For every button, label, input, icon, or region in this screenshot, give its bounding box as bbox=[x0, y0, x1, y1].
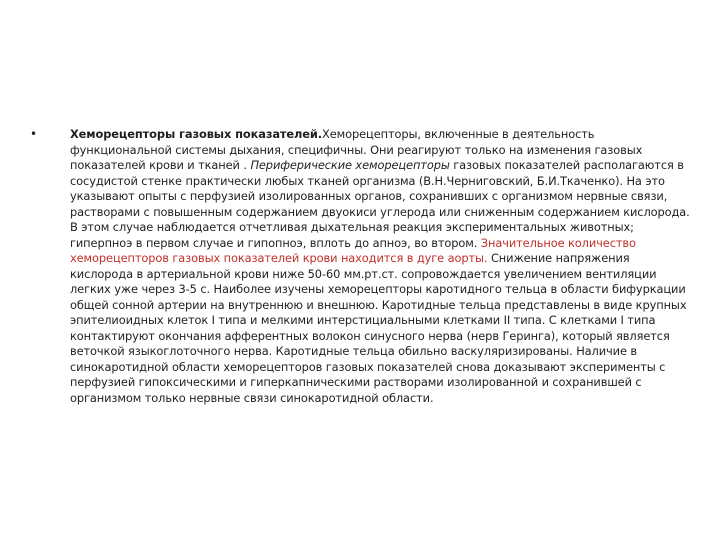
text-run: Хеморецепторы, включенные в деятельность функциональной системы дыхания, специфичны. Они реагируют только на изменения газовых показателей крови и тканей . bbox=[70, 127, 643, 172]
italic-run: Периферические хеморецепторы bbox=[250, 158, 450, 172]
bullet-item bbox=[30, 127, 690, 406]
text-run: газовых показателей располагаются в сосудистой стенке практически любых тканей организма (В.Н.Черниговский, Б.И.Ткаченко). На это указывают опыты с перфузией изолированных органов, сохранивших с организмом нервные связи, растворами с повышенным содержанием двуокиси углерода или сниженным содержанием кислорода. В этом случае наблюдается отчетливая дыхательная реакция экспериментальных животных; гиперпноэ в первом случае и гипопноэ, вплоть до апноэ, во втором. bbox=[70, 158, 690, 250]
text-run: Снижение напряжения кислорода в артериальной крови ниже 50-60 мм.рт.ст. сопровождается увеличением вентиляции легких уже через 3-5 с. Наиболее изучены хеморецепторы каротидного тельца в области бифуркации общей сонной артерии на внутреннюю и внешнюю. Каротидные тельца представлены в виде крупных эпителиоидных клеток I типа и мелкими интерстициальными клетками II типа. С клетками I типа контактируют окончания афферентных волокон синусного нерва (нерв Геринга), который является веточкой языкоглоточного нерва. Каротидные тельца обильно васкуляризированы. Наличие в синокаротидной области хеморецепторов газовых показателей снова доказывают эксперименты с перфузией гипоксическими и гиперкапническими растворами изолированной и сохранившей с организмом только нервные связи синокаротидной области. bbox=[70, 251, 687, 405]
highlight-run: Значительное количество хеморецепторов газовых показателей крови находится в дуге аорты. bbox=[70, 235, 636, 265]
paragraph bbox=[70, 127, 690, 406]
heading-run: Хеморецепторы газовых показателей. bbox=[70, 127, 323, 141]
bullet-marker: • bbox=[30, 127, 38, 141]
